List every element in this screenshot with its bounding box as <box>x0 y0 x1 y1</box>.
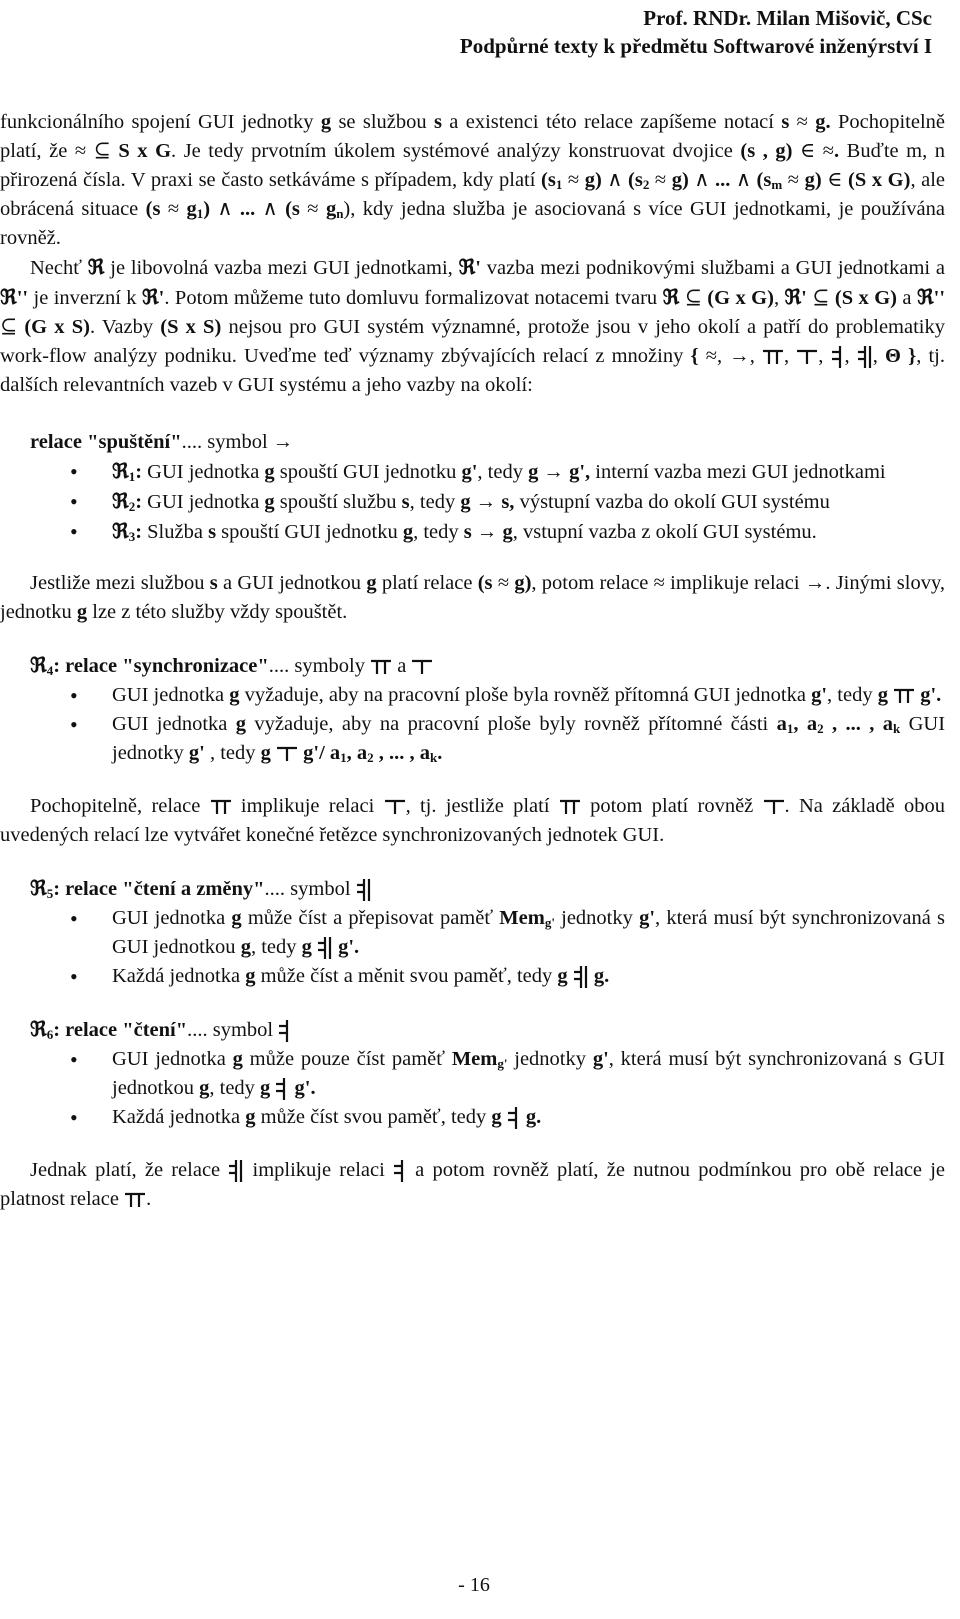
list-item: • GUI jednotka g vyžaduje, aby na pracovní ploše byla rovněž přítomná GUI jednotka g', tedy g g'. <box>0 681 945 710</box>
list-item: • Každá jednotka g může číst a měnit svou paměť, tedy g g. <box>0 962 945 991</box>
course-line: Podpůrné texty k předmětu Softwarové inženýrství I <box>459 34 932 58</box>
list-item: • Každá jednotka g může číst svou paměť, tedy g g. <box>0 1103 945 1132</box>
read-symbol-icon <box>275 1077 289 1101</box>
sync-section-title: ℜ$_4$: relace "synchronizace".... symboly a <box>30 651 945 681</box>
final-paragraph: Jednak platí, že relace implikuje relaci a potom rovněž platí, že nutnou podmínkou pro obě relace je platnost relace . <box>0 1159 945 1210</box>
read-write-symbol-icon <box>228 1159 244 1183</box>
rw-relations-list <box>0 904 945 991</box>
list-item: • GUI jednotka g vyžaduje, aby na pracovní ploše byly rovněž přítomné části $a_1$, $a_2$ , ... , $a_k$ GUI jednotky g' , tedy g g'/ $a_1$, $a_2$ , ... , $a_k$. <box>0 710 945 768</box>
read-write-symbol-icon <box>857 345 873 369</box>
sync-symbol-icon <box>124 1192 146 1208</box>
sync-symbol-icon <box>210 799 232 815</box>
part-sync-symbol-icon <box>411 659 433 675</box>
read-symbol-icon <box>831 345 845 369</box>
read-symbol-icon <box>507 1106 521 1130</box>
run-section-title: relace "spuštění".... symbol → <box>30 431 294 453</box>
part-sync-symbol-icon <box>763 799 785 815</box>
relations-paragraph: Nechť ℜ je libovolná vazba mezi GUI jednotkami, ℜ' vazba mezi podnikovými službami a GUI jednotkami a ℜ'' je inverzní k ℜ'. Potom můžeme tuto domluvu formalizovat notacemi tvaru ℜ ⊆ (G x G), ℜ' ⊆ (S x G) a ℜ'' ⊆ (G x S). Vazby (S x S) nejsou pro GUI systém významné, protože jsou v jeho okolí a patří do problematiky work-flow analýzy podniku. Uveďme teď významy zbývajících relací z množiny { ≈, →, , , , , Θ }, tj. dalších relevantních vazeb v GUI systému a jeho vazby na okolí: <box>0 255 946 396</box>
list-item: • ℜ$_3$: Služba s spouští GUI jednotku g, tedy s → g, vstupní vazba z okolí GUI systému. <box>0 517 945 547</box>
part-sync-symbol-icon <box>384 799 406 815</box>
read-write-symbol-icon <box>356 878 372 902</box>
implication-paragraph: Jestliže mezi službou s a GUI jednotkou g platí relace (s ≈ g), potom relace ≈ implikuje relaci →. Jinými slovy, jednotku g lze z této služby vždy spouštět. <box>0 572 945 623</box>
intro-paragraph: funkcionálního spojení GUI jednotky g se službou s a existenci této relace zapíšeme notací s ≈ g. Pochopitelně platí, že ≈ ⊆ S x G. Je tedy prvotním úkolem systémové analýzy konstruovat dvojice (s , g) ∈ ≈. Buďte m, n přirozená čísla. V praxi se často setkáváme s případem, kdy platí $(s_1 \approx g)$ ∧ $(s_2 \approx g)$ ∧ ... ∧ $(s_m \approx g)$ ∈ (S x G), ale obrácená situace $(s \approx g_1)$ ∧ ... ∧ $(s \approx g_n)$, kdy jedna služba je asociovaná s více GUI jednotkami, je používána rovněž. <box>0 111 946 249</box>
document-body <box>0 108 945 1214</box>
page-number: - 16 <box>458 1574 490 1596</box>
sync-symbol-icon <box>559 799 581 815</box>
read-symbol-icon <box>278 1019 292 1043</box>
read-write-symbol-icon <box>317 936 333 960</box>
read-relations-list <box>0 1045 945 1132</box>
sync-relations-list <box>0 681 945 768</box>
page-header <box>460 4 932 60</box>
list-item: • GUI jednotka g může číst a přepisovat paměť Mem$_{g'}$ jednotky g', která musí být synchronizovaná s GUI jednotkou g, tedy g g'. <box>0 904 945 962</box>
author-line: Prof. RNDr. Milan Mišovič, CSc <box>643 6 932 30</box>
read-symbol-icon <box>393 1159 407 1183</box>
part-sync-symbol-icon <box>276 746 298 762</box>
list-item: • ℜ$_2$: GUI jednotka g spouští službu s, tedy g → s, výstupní vazba do okolí GUI systému <box>0 487 945 517</box>
part-sync-symbol-icon <box>796 349 818 365</box>
sync-implication-paragraph: Pochopitelně, relace implikuje relaci , tj. jestliže platí potom platí rovněž . Na základě obou uvedených relací lze vytvářet konečné řetězce synchronizovaných jednotek GUI. <box>0 795 946 846</box>
list-item: • GUI jednotka g může pouze číst paměť Mem$_{g'}$ jednotky g', která musí být synchronizovaná s GUI jednotkou g, tedy g g'. <box>0 1045 945 1103</box>
read-write-symbol-icon <box>573 965 589 989</box>
list-item: • ℜ$_1$: GUI jednotka g spouští GUI jednotku g', tedy g → g', interní vazba mezi GUI jednotkami <box>0 457 945 487</box>
read-section-title: ℜ$_6$: relace "čtení".... symbol <box>30 1015 945 1045</box>
rw-section-title: ℜ$_5$: relace "čtení a změny".... symbol <box>30 874 945 904</box>
run-relations-list <box>0 457 945 547</box>
sync-symbol-icon <box>762 349 784 365</box>
sync-symbol-icon <box>370 659 392 675</box>
sync-symbol-icon <box>893 688 915 704</box>
